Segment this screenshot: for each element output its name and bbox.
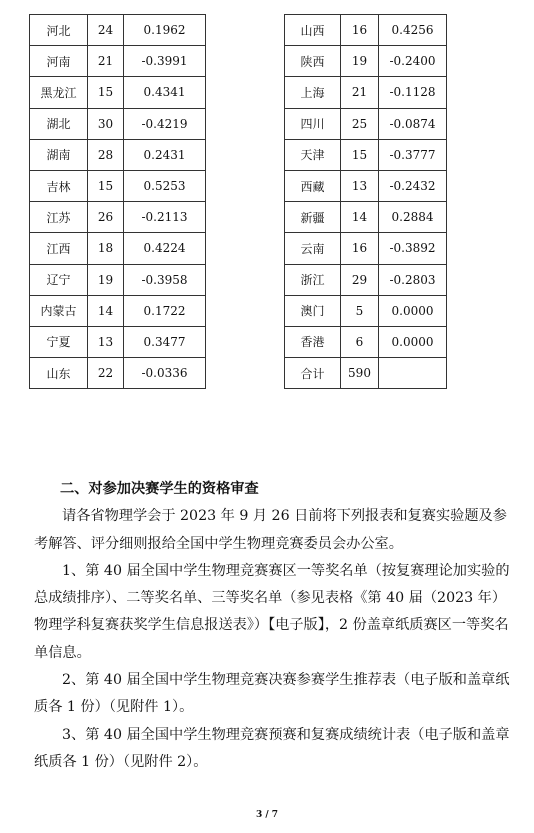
count-cell: 16 [341, 15, 379, 46]
province-cell: 四川 [285, 108, 341, 139]
count-cell: 28 [88, 139, 124, 170]
count-cell: 15 [88, 170, 124, 201]
value-cell: 0.2431 [124, 139, 206, 170]
province-cell: 湖南 [30, 139, 88, 170]
table-row [30, 264, 206, 295]
count-cell: 16 [341, 233, 379, 264]
count-cell: 5 [341, 295, 379, 326]
table-row [30, 139, 206, 170]
value-cell: 0.1722 [124, 295, 206, 326]
count-cell: 590 [341, 358, 379, 389]
value-cell: -0.2432 [379, 170, 447, 201]
table-row [285, 15, 447, 46]
count-cell: 14 [341, 202, 379, 233]
value-cell: -0.3777 [379, 139, 447, 170]
province-cell: 天津 [285, 139, 341, 170]
province-cell: 辽宁 [30, 264, 88, 295]
table-row [30, 15, 206, 46]
province-cell: 浙江 [285, 264, 341, 295]
page-number: 3 / 7 [255, 810, 279, 820]
count-cell: 24 [88, 15, 124, 46]
table-row [285, 326, 447, 357]
count-cell: 21 [88, 46, 124, 77]
table-row [30, 295, 206, 326]
value-cell: 0.3477 [124, 326, 206, 357]
table-row [30, 202, 206, 233]
value-cell: -0.4219 [124, 108, 206, 139]
province-table-left [29, 14, 206, 389]
value-cell: -0.0874 [379, 108, 447, 139]
value-cell: -0.2803 [379, 264, 447, 295]
value-cell: 0.2884 [379, 202, 447, 233]
value-cell: 0.1962 [124, 15, 206, 46]
count-cell: 26 [88, 202, 124, 233]
paragraph-intro: 请各省物理学会于 2023 年 9 月 26 日前将下列报表和复赛实验题及参考解答、评分细则报给全国中学生物理竞赛委员会办公室。 [34, 508, 507, 552]
value-cell: 0.4224 [124, 233, 206, 264]
body-text [34, 476, 514, 776]
table-row [285, 233, 447, 264]
province-cell: 内蒙古 [30, 295, 88, 326]
value-cell: -0.1128 [379, 77, 447, 108]
province-cell: 合计 [285, 358, 341, 389]
table-row [285, 295, 447, 326]
count-cell: 6 [341, 326, 379, 357]
paragraph-item-1: 1、第 40 届全国中学生物理竞赛赛区一等奖名单（按复赛理论加实验的总成绩排序）、二等奖名单、三等奖名单（参见表格《第 40 届（2023 年）物理学科复赛获奖学生信息报送表》）【电子版】，2 份盖章纸质赛区一等奖名单信息。 [34, 562, 510, 661]
value-cell: 0.0000 [379, 295, 447, 326]
count-cell: 19 [341, 46, 379, 77]
value-cell: -0.2400 [379, 46, 447, 77]
province-cell: 香港 [285, 326, 341, 357]
count-cell: 29 [341, 264, 379, 295]
paragraph-item-2: 2、第 40 届全国中学生物理竞赛决赛参赛学生推荐表（电子版和盖章纸质各 1 份）（见附件 1）。 [34, 672, 510, 716]
table-row [30, 358, 206, 389]
province-cell: 云南 [285, 233, 341, 264]
province-cell: 山东 [30, 358, 88, 389]
value-cell: 0.5253 [124, 170, 206, 201]
value-cell [379, 358, 447, 389]
count-cell: 13 [341, 170, 379, 201]
value-cell: 0.4341 [124, 77, 206, 108]
province-cell: 宁夏 [30, 326, 88, 357]
table-row [30, 326, 206, 357]
province-cell: 河南 [30, 46, 88, 77]
value-cell: 0.0000 [379, 326, 447, 357]
count-cell: 15 [341, 139, 379, 170]
province-cell: 新疆 [285, 202, 341, 233]
count-cell: 15 [88, 77, 124, 108]
province-cell: 上海 [285, 77, 341, 108]
value-cell: -0.3958 [124, 264, 206, 295]
table-row [285, 139, 447, 170]
table-row [285, 170, 447, 201]
value-cell: -0.0336 [124, 358, 206, 389]
province-cell: 吉林 [30, 170, 88, 201]
table-row [30, 77, 206, 108]
table-row [285, 108, 447, 139]
province-cell: 湖北 [30, 108, 88, 139]
value-cell: -0.2113 [124, 202, 206, 233]
count-cell: 14 [88, 295, 124, 326]
table-row [30, 46, 206, 77]
province-cell: 西藏 [285, 170, 341, 201]
table-row [30, 233, 206, 264]
table-row [285, 77, 447, 108]
count-cell: 22 [88, 358, 124, 389]
value-cell: -0.3892 [379, 233, 447, 264]
province-cell: 河北 [30, 15, 88, 46]
paragraph-item-3: 3、第 40 届全国中学生物理竞赛预赛和复赛成绩统计表（电子版和盖章纸质各 1 份）（见附件 2）。 [34, 726, 510, 770]
value-cell: -0.3991 [124, 46, 206, 77]
table-row [285, 264, 447, 295]
province-cell: 山西 [285, 15, 341, 46]
count-cell: 25 [341, 108, 379, 139]
count-cell: 18 [88, 233, 124, 264]
table-row [30, 108, 206, 139]
count-cell: 19 [88, 264, 124, 295]
province-cell: 江西 [30, 233, 88, 264]
province-cell: 澳门 [285, 295, 341, 326]
table-row [30, 170, 206, 201]
table-row [285, 358, 447, 389]
table-row [285, 202, 447, 233]
table-row [285, 46, 447, 77]
province-cell: 陕西 [285, 46, 341, 77]
province-cell: 黑龙江 [30, 77, 88, 108]
count-cell: 13 [88, 326, 124, 357]
province-cell: 江苏 [30, 202, 88, 233]
section-heading: 二、对参加决赛学生的资格审查 [60, 481, 259, 497]
count-cell: 21 [341, 77, 379, 108]
count-cell: 30 [88, 108, 124, 139]
province-table-right [284, 14, 447, 389]
value-cell: 0.4256 [379, 15, 447, 46]
